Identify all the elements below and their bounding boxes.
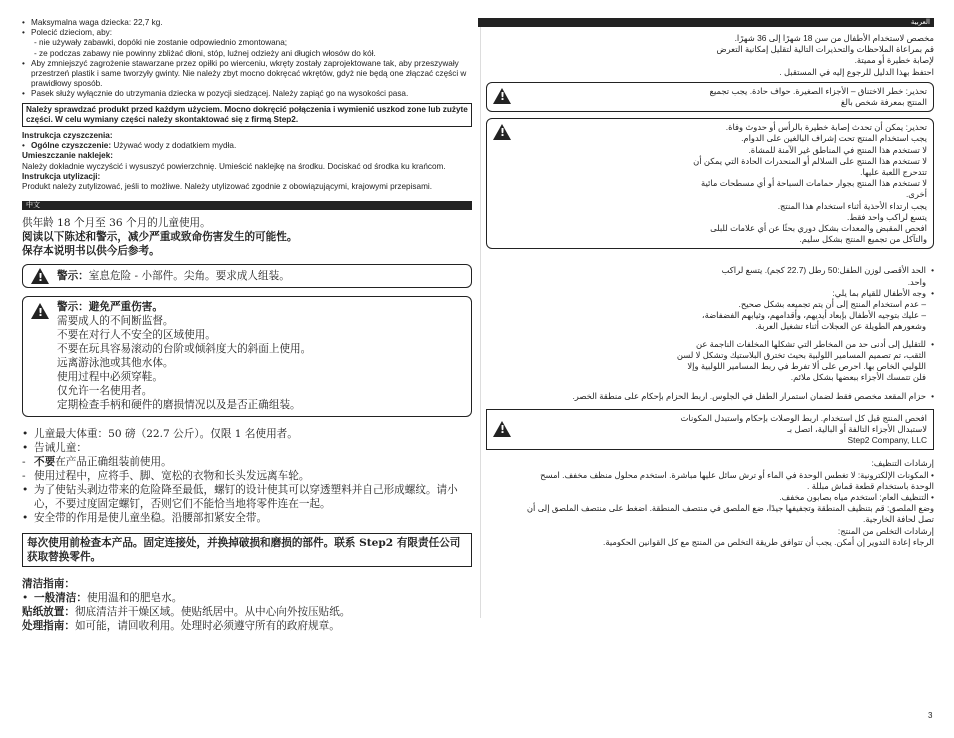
ar-intro: قم بمراعاة الملاحظات والتحذيرات التالية لتقليل إمكانية التعرض [716,44,934,55]
zh-inspect-box: 每次使用前检查本产品。固定连接处，并换掉破损和磨损的部件。联系 Step2 有限责任公司获取替换零件。 [22,533,472,567]
ar-clean-line: • التنظيف العام: استخدم مياه بصابون مخفف. [779,491,934,502]
ar-b3-line: الثقب، تم تصميم المسامير اللولبية بحيث تخترق البلاستيك وتشكل لا لسن [676,349,926,360]
ar-warn2-line: افحص المقبض والمعدات بشكل دوري بحثًا عن أي علامات للبلى [710,223,927,234]
zh-warn2-bold: 避免严重伤害。 [88,301,163,314]
zh-read1: 阅读以下陈述和警示，减少严重或致命伤害发生的可能性。 [22,231,298,244]
zh-warn2-line: 需要成人的不间断监督。 [57,315,174,328]
zh-sticker [22,605,472,619]
pl-clean-title: Instrukcja czyszczenia: [22,131,113,141]
zh-dash [22,455,472,469]
ar-b1-line: الحد الأقصى لوزن الطفل:50 رطل (22.7 كجم). يتسع لراكب [721,265,926,276]
pl-clean-label: Ogólne czyszczenie: [31,141,112,151]
ar-warn2-line: يجب استخدام المنتج تحت إشراف البالغين على الدوام. [741,133,927,144]
ar-b2-line: – عليك بتوجيه الأطفال بإبعاد أيديهم، وأقدامهم، وثيابهم الفضفاضة، [701,310,926,321]
zh-disposal [22,619,472,633]
pl-bullet: • Polecić dzieciom, aby: [22,28,472,38]
pl-bullet: • Aby zmniejszyć zagrożenie stawarzane przez opiłki po wierceniu, wkręty zostały zaprojektowane tak, aby przeszywały przestrzeń plastik i same tworzyły gwinty. Nie należy zbyt mocno dokręcać wkrętów, gdyż nie będą one złączać części w prawidłowy sposób. [22,59,472,90]
zh-warn2-line: 不要在玩具容易滚动的台阶或倾斜度大的斜面上使用。 [57,343,312,356]
ar-b2-line: وجه الأطفال للقيام بما يلي: [832,287,926,298]
ar-warn2-line: تحذير: يمكن أن تحدث إصابة خطيرة بالرأس أو حدوث وفاة. [725,122,927,133]
ar-warn1-line: تحذير: خطر الاختناق – الأجزاء الصغيرة. حواف حادة. يجب تجميع [709,85,927,96]
pl-disposal-title: Instrukcja utylizacji: [22,171,101,181]
ar-bullet [486,265,934,287]
ar-warn2-line: أخرى. [905,189,927,200]
ar-warn2-line: لا تستخدم هذا المنتج في المناطق غير الآمنة للمشاة. [748,144,927,155]
ar-clean-line: تصل لحافة الخارجية. [863,514,934,525]
ar-bullet [486,288,934,333]
pl-bullet: • Pasek służy wyłącznie do utrzymania dziecka w pozycji siedzącej. Należy zapiąć go na wysokości pasa. [22,89,472,99]
ar-warn2-line: تتدحرج اللعبة عليها. [860,167,927,178]
pl-bullet: • Maksymalna waga dziecka: 22,7 kg. [22,18,472,28]
ar-bullet [486,339,934,384]
zh-clean-item [22,591,472,605]
ar-warn2-line: لا تستخدم هذا المنتج بجوار حمامات السباحة أو أي مسطحات مائية [700,178,927,189]
arabic-language-bar [478,18,934,27]
ar-box-line: لاستبدال الأجزاء التالفة أو البالية، اتصل بـ [787,423,927,434]
zh-bullet: • 告诫儿童： [22,441,472,455]
zh-injury-warning-box [22,296,472,417]
arabic-section [486,33,934,548]
ar-b3-line: فلن تتمسك الأجزاء ببعضها بشكل ملائم. [790,372,926,383]
ar-warn1-line: المنتج بمعرفة شخص بالغ [840,97,927,108]
zh-age: 供年龄 18 个月至 36 个月的儿童使用。 [22,217,211,230]
chinese-section [22,216,472,633]
ar-b3-line: للتقليل إلى أدنى حد من المخاطر التي تشكلها المخلفات الناجمة عن [695,338,926,349]
column-divider [480,18,481,618]
zh-warn2-line: 仅允许一名使用者。 [57,385,153,398]
zh-dash: - 使用过程中，应将手、脚、宽松的衣物和长头发远离车轮。 [22,469,472,483]
warning-icon: ! [493,124,511,140]
ar-clean-line: الوحدة باستخدام قطعة قماش مبللة . [807,480,934,491]
zh-choking-warning-box [22,264,472,288]
polish-section [22,18,472,192]
zh-warn2-label: 警示： [57,301,89,314]
ar-intro: مخصص لاستخدام الأطفال من سن 18 شهرًا إلى 36 شهرًا. [734,33,934,43]
page-number: 3 [928,711,933,720]
pl-sub: - ze podczas zabawy nie powinny zbliżać dłoni, stóp, luźnej odzieży ani długich włosów do kół. [34,48,376,58]
ar-box-line: افحص المنتج قبل كل استخدام. اربط الوصلات بإحكام واستبدل المكونات [680,412,927,423]
zh-clean-label: 一般清洁： [34,592,87,605]
zh-warn2-line: 远离游泳池或其他水体。 [57,357,174,370]
ar-intro: احتفظ بهذا الدليل للرجوع إليه في المستقبل . [779,66,934,77]
pl-disposal-text: Produkt należy zutylizować, jeśli to możliwe. Należy utylizować zgodnie z obowiązującymi, krajowymi przepisami. [22,182,432,192]
ar-b1-line: واحد. [907,276,926,287]
zh-warn2-line: 不要在对行人不安全的区域使用。 [57,329,216,342]
zh-clean-text: 使用温和的肥皂水。 [86,592,183,605]
pl-sticker-text: Należy dokładnie wyczyścić i wysuszyć powierzchnię. Umieścić naklejkę na środku. Dociskać od środka ku krańcom. [22,161,446,171]
zh-sticker-text: 彻底清洁并干燥区域。使贴纸居中。从中心向外按压贴纸。 [74,606,351,619]
right-column [486,18,934,548]
ar-b2-line: وشعورهم الطويلة عن العجلات أثناء تشغيل العربة. [755,321,926,332]
ar-inspect-box [486,409,934,451]
zh-warn1-label: 警示： [57,270,89,283]
left-column [22,18,472,633]
ar-clean-line: إرشادات التخلص من المنتج: [837,525,934,536]
zh-warn2-line: 使用过程中必须穿鞋。 [57,371,163,384]
ar-warn2-line: يتسع لراكب واحد فقط. [847,211,927,222]
zh-sticker-label: 贴纸放置： [22,606,75,619]
ar-warn2-line: والتآكل من تجميع المنتج بشكل سليم. [799,234,927,245]
ar-box-line: Step2 Company, LLC [847,435,927,446]
ar-warn2-line: لا تستخدم هذا المنتج على السلالم أو المنحدرات الحادة التي يمكن أن [693,155,927,166]
zh-disposal-label: 处理指南： [22,620,75,633]
ar-b3-line: اللولبي الخاص بها. احرص على ألا تفرط في ربط المسامير اللولبية وإلا [687,361,926,372]
ar-clean-line: • المكونات الإلكترونية: لا تغطس الوحدة في الماء أو ترش سائل عليها مباشرة. استخدم محلول منظف مخفف. امسح [540,469,934,480]
ar-injury-warning-box [486,118,934,249]
zh-warn2-line: 定期检查手柄和硬件的磨损情况以及是否正确组装。 [57,399,301,412]
ar-clean-line: الرجاء إعادة التدوير إن أمكن. يجب أن تتوافق طريقة التخلص من المنتج مع كل القوانين الحكومية. [603,536,934,547]
zh-read2: 保存本说明书以供今后参考。 [22,245,160,258]
ar-choking-warning-box [486,82,934,112]
ar-warn2-line: يجب ارتداء الأحذية أثناء استخدام هذا المنتج. [777,200,927,211]
warning-icon: ! [31,268,49,284]
ar-lang: العربية [910,19,930,26]
ar-intro: لإصابة خطيرة أو مميتة. [854,55,934,66]
pl-sticker-title: Umieszczanie naklejek: [22,151,114,161]
zh-clean-title: 清洁指南： [22,578,75,591]
zh-disposal-text: 如可能，请回收利用。处理时必须遵守所有的政府规章。 [74,620,340,633]
zh-warn1-text: 室息危险 - 小部件。尖角。要求成人组装。 [88,270,290,283]
warning-icon: ! [31,303,49,319]
zh-bullet: • 为了使钻头剥边带来的危险降至最低，螺钉的设计使其可以穿透塑料并自己形成螺纹。请小心，不要过度固定螺钉，否则它们不能恰当地将零件连在一起。 [22,483,472,511]
pl-clean-general [22,141,472,151]
ar-bullet: • حزام المقعد مخصص فقط لضمان استمرار الطفل في الجلوس. اربط الحزام بإحكام على منطقة الخصر. [486,391,934,402]
pl-sub: - nie używały zabawki, dopóki nie zostanie odpowiednio zmontowana; [34,38,288,48]
zh-bullet: • 儿童最大体重：50 磅（22.7 公斤）。仅限 1 名使用者。 [22,427,472,441]
warning-icon: ! [493,421,511,437]
zh-dash1-bold: 不要 [34,456,56,469]
chinese-language-bar: 中文 [22,201,472,210]
pl-clean-text: Używać wody z dodatkiem mydła. [111,141,237,151]
pl-inspect-box: Należy sprawdzać produkt przed każdym użyciem. Mocno dokręcić połączenia i wymienić uszkod zone lub zużyte części. W celu wymiany części należy skontaktować się z firmą Step2. [22,103,472,127]
ar-clean-line: إرشادات التنظيف: [871,458,934,469]
ar-b2-line: – عدم استخدام المنتج إلى أن يتم تجميعه بشكل صحيح. [738,299,926,310]
warning-icon: ! [493,88,511,104]
ar-clean-line: وضع الملصق: قم بتنظيف المنطقة وتجفيفها جيدًا، ضع الملصق في منتصف المنطقة. اضغط على منتصف الملصق إلى أن [526,503,934,514]
zh-dash1-rest: 在产品正确组装前使用。 [55,456,172,469]
zh-bullet: • 安全带的作用是使儿童坐稳。沿腰部扣紧安全带。 [22,511,472,525]
